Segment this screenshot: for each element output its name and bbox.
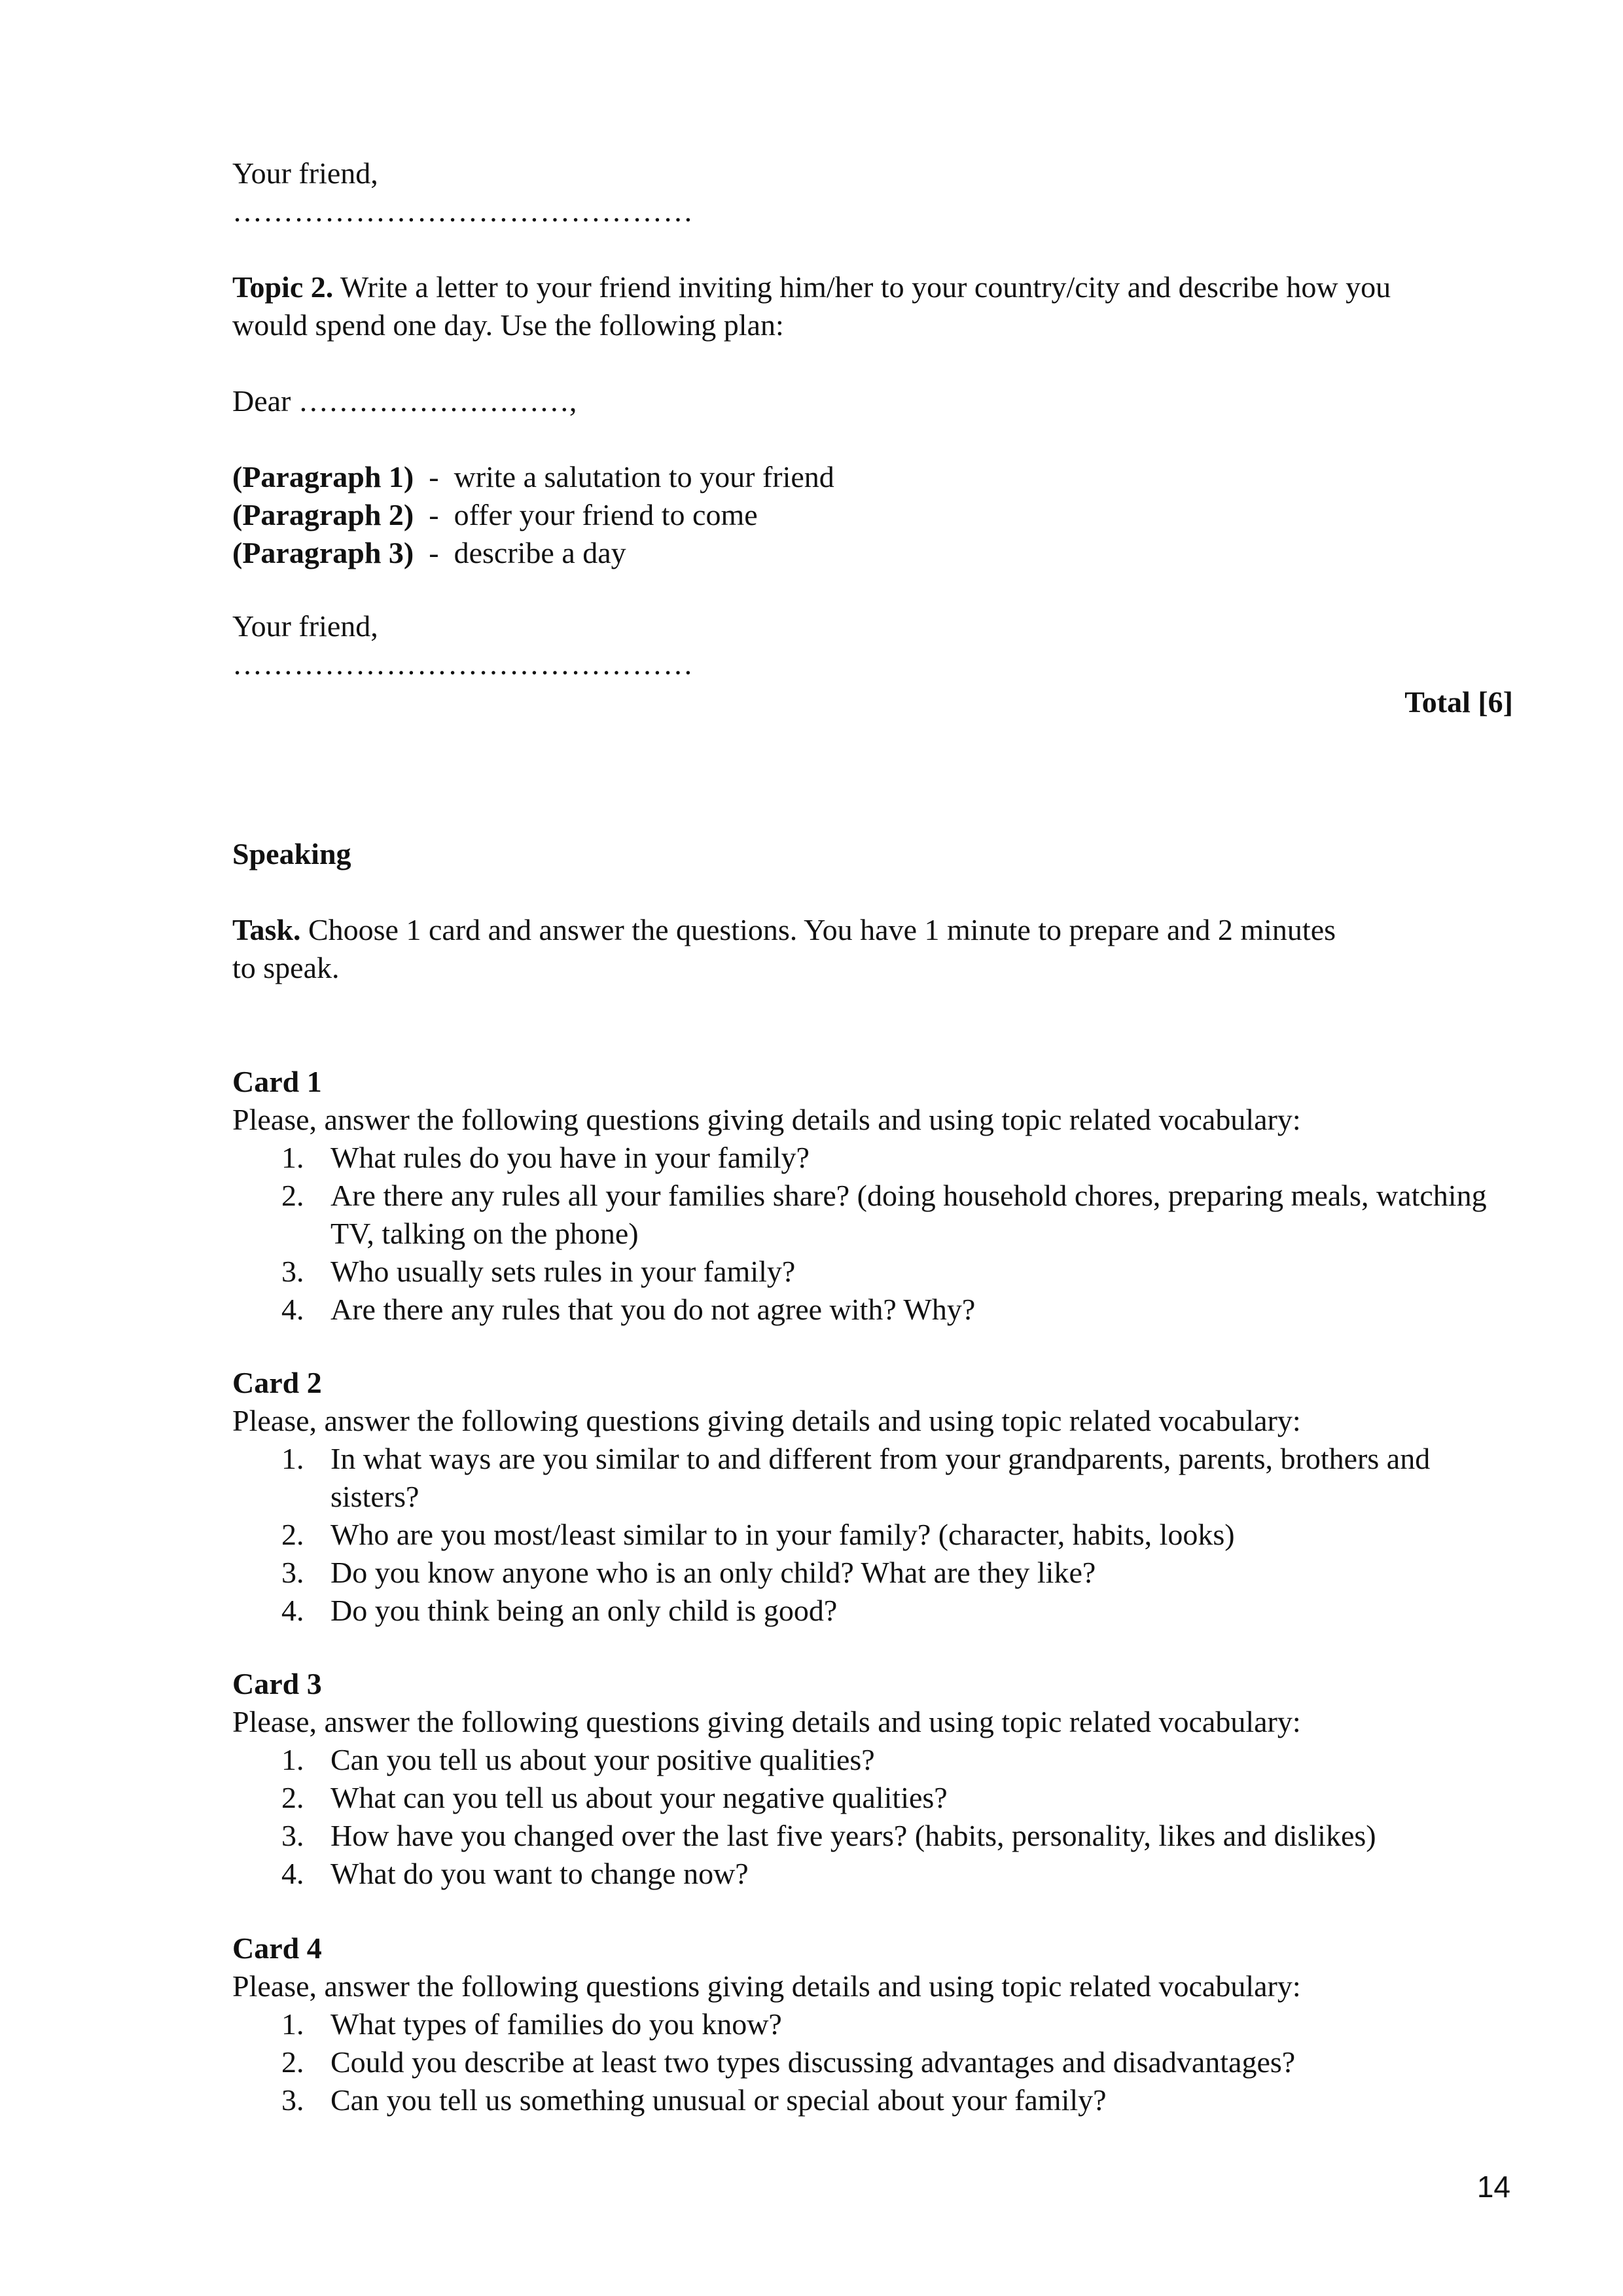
- question-list: [232, 1741, 1515, 1893]
- section-heading: Speaking: [232, 837, 351, 870]
- question-text: Who are you most/least similar to in your family? (character, habits, looks): [330, 1518, 1235, 1551]
- plan-text: describe a day: [454, 536, 626, 569]
- question-text: Do you think being an only child is good?: [330, 1594, 838, 1627]
- question-item: [232, 1139, 1515, 1177]
- speaking-task: [232, 911, 1345, 987]
- topic-2-closing: [232, 607, 1515, 683]
- card-title: Card 1: [232, 1065, 322, 1098]
- dear-line: Dear ………………………,: [232, 384, 577, 418]
- closing-text: Your friend,: [232, 609, 378, 643]
- question-text: What do you want to change now?: [330, 1857, 749, 1890]
- question-number: 1.: [281, 1743, 304, 1776]
- question-number: 1.: [281, 2007, 304, 2041]
- question-item: [232, 2005, 1515, 2043]
- question-number: 4.: [281, 1857, 304, 1890]
- question-text: Who usually sets rules in your family?: [330, 1255, 796, 1288]
- question-item: [232, 1177, 1515, 1253]
- question-list: [232, 1440, 1515, 1630]
- topic-2-instructions: [232, 268, 1463, 344]
- task-label: Task.: [232, 913, 301, 946]
- question-number: 1.: [281, 1442, 304, 1475]
- question-number: 2.: [281, 1781, 304, 1814]
- plan-text: write a salutation to your friend: [454, 460, 834, 493]
- question-item: [232, 1779, 1515, 1817]
- card-title: Card 4: [232, 1931, 322, 1965]
- total-score: Total [6]: [1404, 685, 1513, 719]
- question-number: 3.: [281, 1556, 304, 1589]
- question-item: [232, 1253, 1515, 1291]
- card-title: Card 3: [232, 1667, 322, 1700]
- card-2: [232, 1364, 1515, 1630]
- question-item: [232, 1817, 1515, 1855]
- question-text: Are there any rules that you do not agree with? Why?: [330, 1293, 976, 1326]
- question-item: [232, 2081, 1515, 2119]
- question-number: 1.: [281, 1141, 304, 1174]
- question-text: What can you tell us about your negative qualities?: [330, 1781, 948, 1814]
- plan-row: [232, 458, 1515, 496]
- page-number: 14: [1476, 2170, 1510, 2204]
- previous-letter-closing: [232, 154, 1515, 230]
- question-item: [232, 1291, 1515, 1329]
- plan-separator: -: [414, 498, 454, 531]
- question-item: [232, 1855, 1515, 1893]
- card-title: Card 2: [232, 1366, 322, 1399]
- plan-label: (Paragraph 1): [232, 460, 414, 493]
- question-list: [232, 2005, 1515, 2119]
- question-number: 2.: [281, 2045, 304, 2079]
- closing-text: Your friend,: [232, 156, 378, 190]
- question-item: [232, 1741, 1515, 1779]
- question-item: [232, 2043, 1515, 2081]
- question-number: 2.: [281, 1179, 304, 1212]
- question-number: 4.: [281, 1293, 304, 1326]
- question-text: How have you changed over the last five years? (habits, personality, likes and dislikes): [330, 1819, 1376, 1852]
- plan-separator: -: [414, 460, 454, 493]
- plan-label: (Paragraph 2): [232, 498, 414, 531]
- question-item: [232, 1440, 1515, 1516]
- question-text: In what ways are you similar to and different from your grandparents, parents, brothers and sisters?: [330, 1442, 1431, 1513]
- topic-2-label: Topic 2.: [232, 270, 334, 304]
- question-text: Can you tell us something unusual or special about your family?: [330, 2083, 1107, 2117]
- question-number: 3.: [281, 1819, 304, 1852]
- question-number: 3.: [281, 1255, 304, 1288]
- card-intro: Please, answer the following questions giving details and using topic related vocabulary:: [232, 1705, 1301, 1738]
- signature-dots: ………………………………………: [232, 647, 694, 681]
- plan-separator: -: [414, 536, 454, 569]
- plan-label: (Paragraph 3): [232, 536, 414, 569]
- card-intro: Please, answer the following questions giving details and using topic related vocabulary:: [232, 1969, 1301, 2003]
- question-item: [232, 1592, 1515, 1630]
- topic-2-text: Write a letter to your friend inviting him/her to your country/city and describe how you would spend one day. Use the following plan:: [232, 270, 1391, 342]
- question-list: [232, 1139, 1515, 1329]
- question-number: 2.: [281, 1518, 304, 1551]
- card-3: [232, 1665, 1515, 1893]
- letter-greeting: [232, 382, 1515, 420]
- speaking-section: [232, 835, 1515, 873]
- plan-text: offer your friend to come: [454, 498, 758, 531]
- plan-row: [232, 496, 1515, 534]
- question-text: What types of families do you know?: [330, 2007, 782, 2041]
- question-number: 3.: [281, 2083, 304, 2117]
- question-text: Do you know anyone who is an only child? What are they like?: [330, 1556, 1096, 1589]
- task-text: Choose 1 card and answer the questions. You have 1 minute to prepare and 2 minutes to speak.: [232, 913, 1336, 984]
- letter-plan: [232, 458, 1515, 572]
- question-text: What rules do you have in your family?: [330, 1141, 810, 1174]
- card-4: [232, 1929, 1515, 2119]
- card-intro: Please, answer the following questions giving details and using topic related vocabulary:: [232, 1404, 1301, 1437]
- question-text: Can you tell us about your positive qualities?: [330, 1743, 875, 1776]
- question-item: [232, 1516, 1515, 1554]
- card-1: [232, 1063, 1515, 1329]
- question-number: 4.: [281, 1594, 304, 1627]
- card-intro: Please, answer the following questions giving details and using topic related vocabulary:: [232, 1103, 1301, 1136]
- signature-dots: ………………………………………: [232, 194, 694, 228]
- question-text: Could you describe at least two types discussing advantages and disadvantages?: [330, 2045, 1296, 2079]
- question-item: [232, 1554, 1515, 1592]
- question-text: Are there any rules all your families share? (doing household chores, preparing meals, watching TV, talking on the phone): [330, 1179, 1487, 1250]
- plan-row: [232, 534, 1515, 572]
